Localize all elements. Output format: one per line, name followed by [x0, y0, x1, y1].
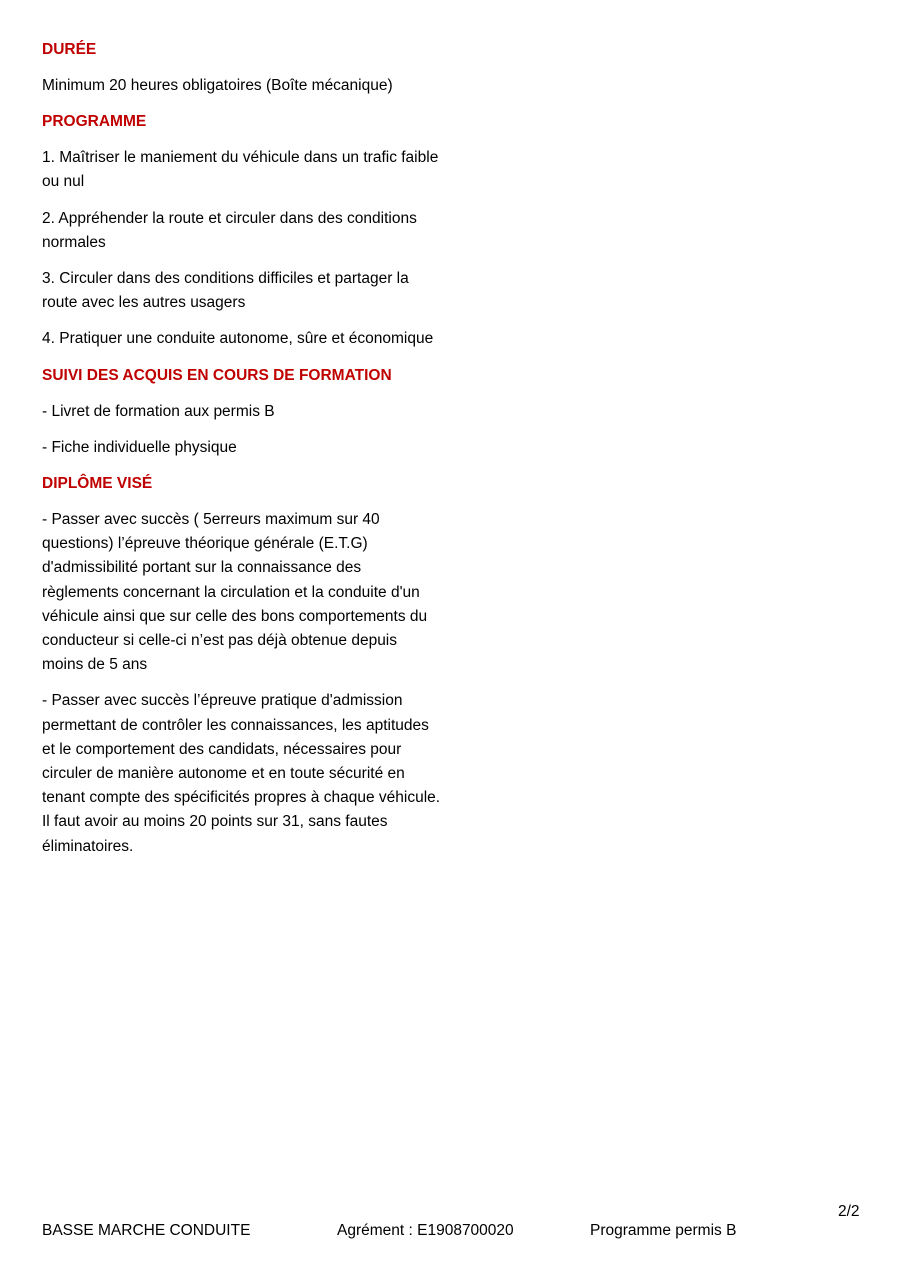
section-heading: SUIVI DES ACQUIS EN COURS DE FORMATION: [42, 366, 392, 384]
section-paragraph: - Fiche individuelle physique: [42, 438, 237, 456]
section-heading: PROGRAMME: [42, 113, 147, 131]
section-paragraph: 4. Pratiquer une conduite autonome, sûre et économique: [42, 330, 434, 348]
document-body: [42, 38, 442, 871]
section-paragraph: 2. Appréhender la route et circuler dans des conditions normales: [42, 209, 417, 251]
section-paragraph: 3. Circuler dans des conditions difficiles et partager la route avec les autres usagers: [42, 270, 409, 312]
section-heading: DIPLÔME VISÉ: [42, 475, 153, 493]
section-suivi-des-acquis: [42, 364, 442, 460]
section-paragraph: - Passer avec succès ( 5erreurs maximum sur 40 questions) l’épreuve théorique générale (E.T.G) d'admissibilité portant sur la connaissance des règlements concernant la circulation et la conduite d'un véhicule ainsi que sur celle des bons comportements du conducteur si celle-ci n’est pas déjà obtenue depuis moins de 5 ans: [42, 511, 428, 674]
section-heading: DURÉE: [42, 41, 97, 58]
section-paragraph: 1. Maîtriser le maniement du véhicule dans un trafic faible ou nul: [42, 149, 439, 191]
footer-program-title: Programme permis B: [590, 1222, 737, 1239]
footer-company-name: BASSE MARCHE CONDUITE: [42, 1222, 251, 1239]
section-programme: [42, 110, 442, 351]
section-duree: [42, 38, 442, 98]
section-paragraph: - Livret de formation aux permis B: [42, 402, 275, 420]
section-diplome-vise: [42, 472, 442, 859]
footer-agrement: Agrément : E1908700020: [337, 1222, 514, 1239]
section-paragraph: Minimum 20 heures obligatoires (Boîte mécanique): [42, 77, 393, 94]
section-paragraph: - Passer avec succès l’épreuve pratique d'admission permettant de contrôler les connaissances, les aptitudes et le comportement des candidats, nécessaires pour circuler de manière autonome et en toute sécurité en tenant compte des spécificités propres à chaque véhicule. Il faut avoir au moins 20 points sur 31, sans fautes éliminatoires.: [42, 692, 441, 855]
page-number: 2/2: [838, 1203, 860, 1220]
